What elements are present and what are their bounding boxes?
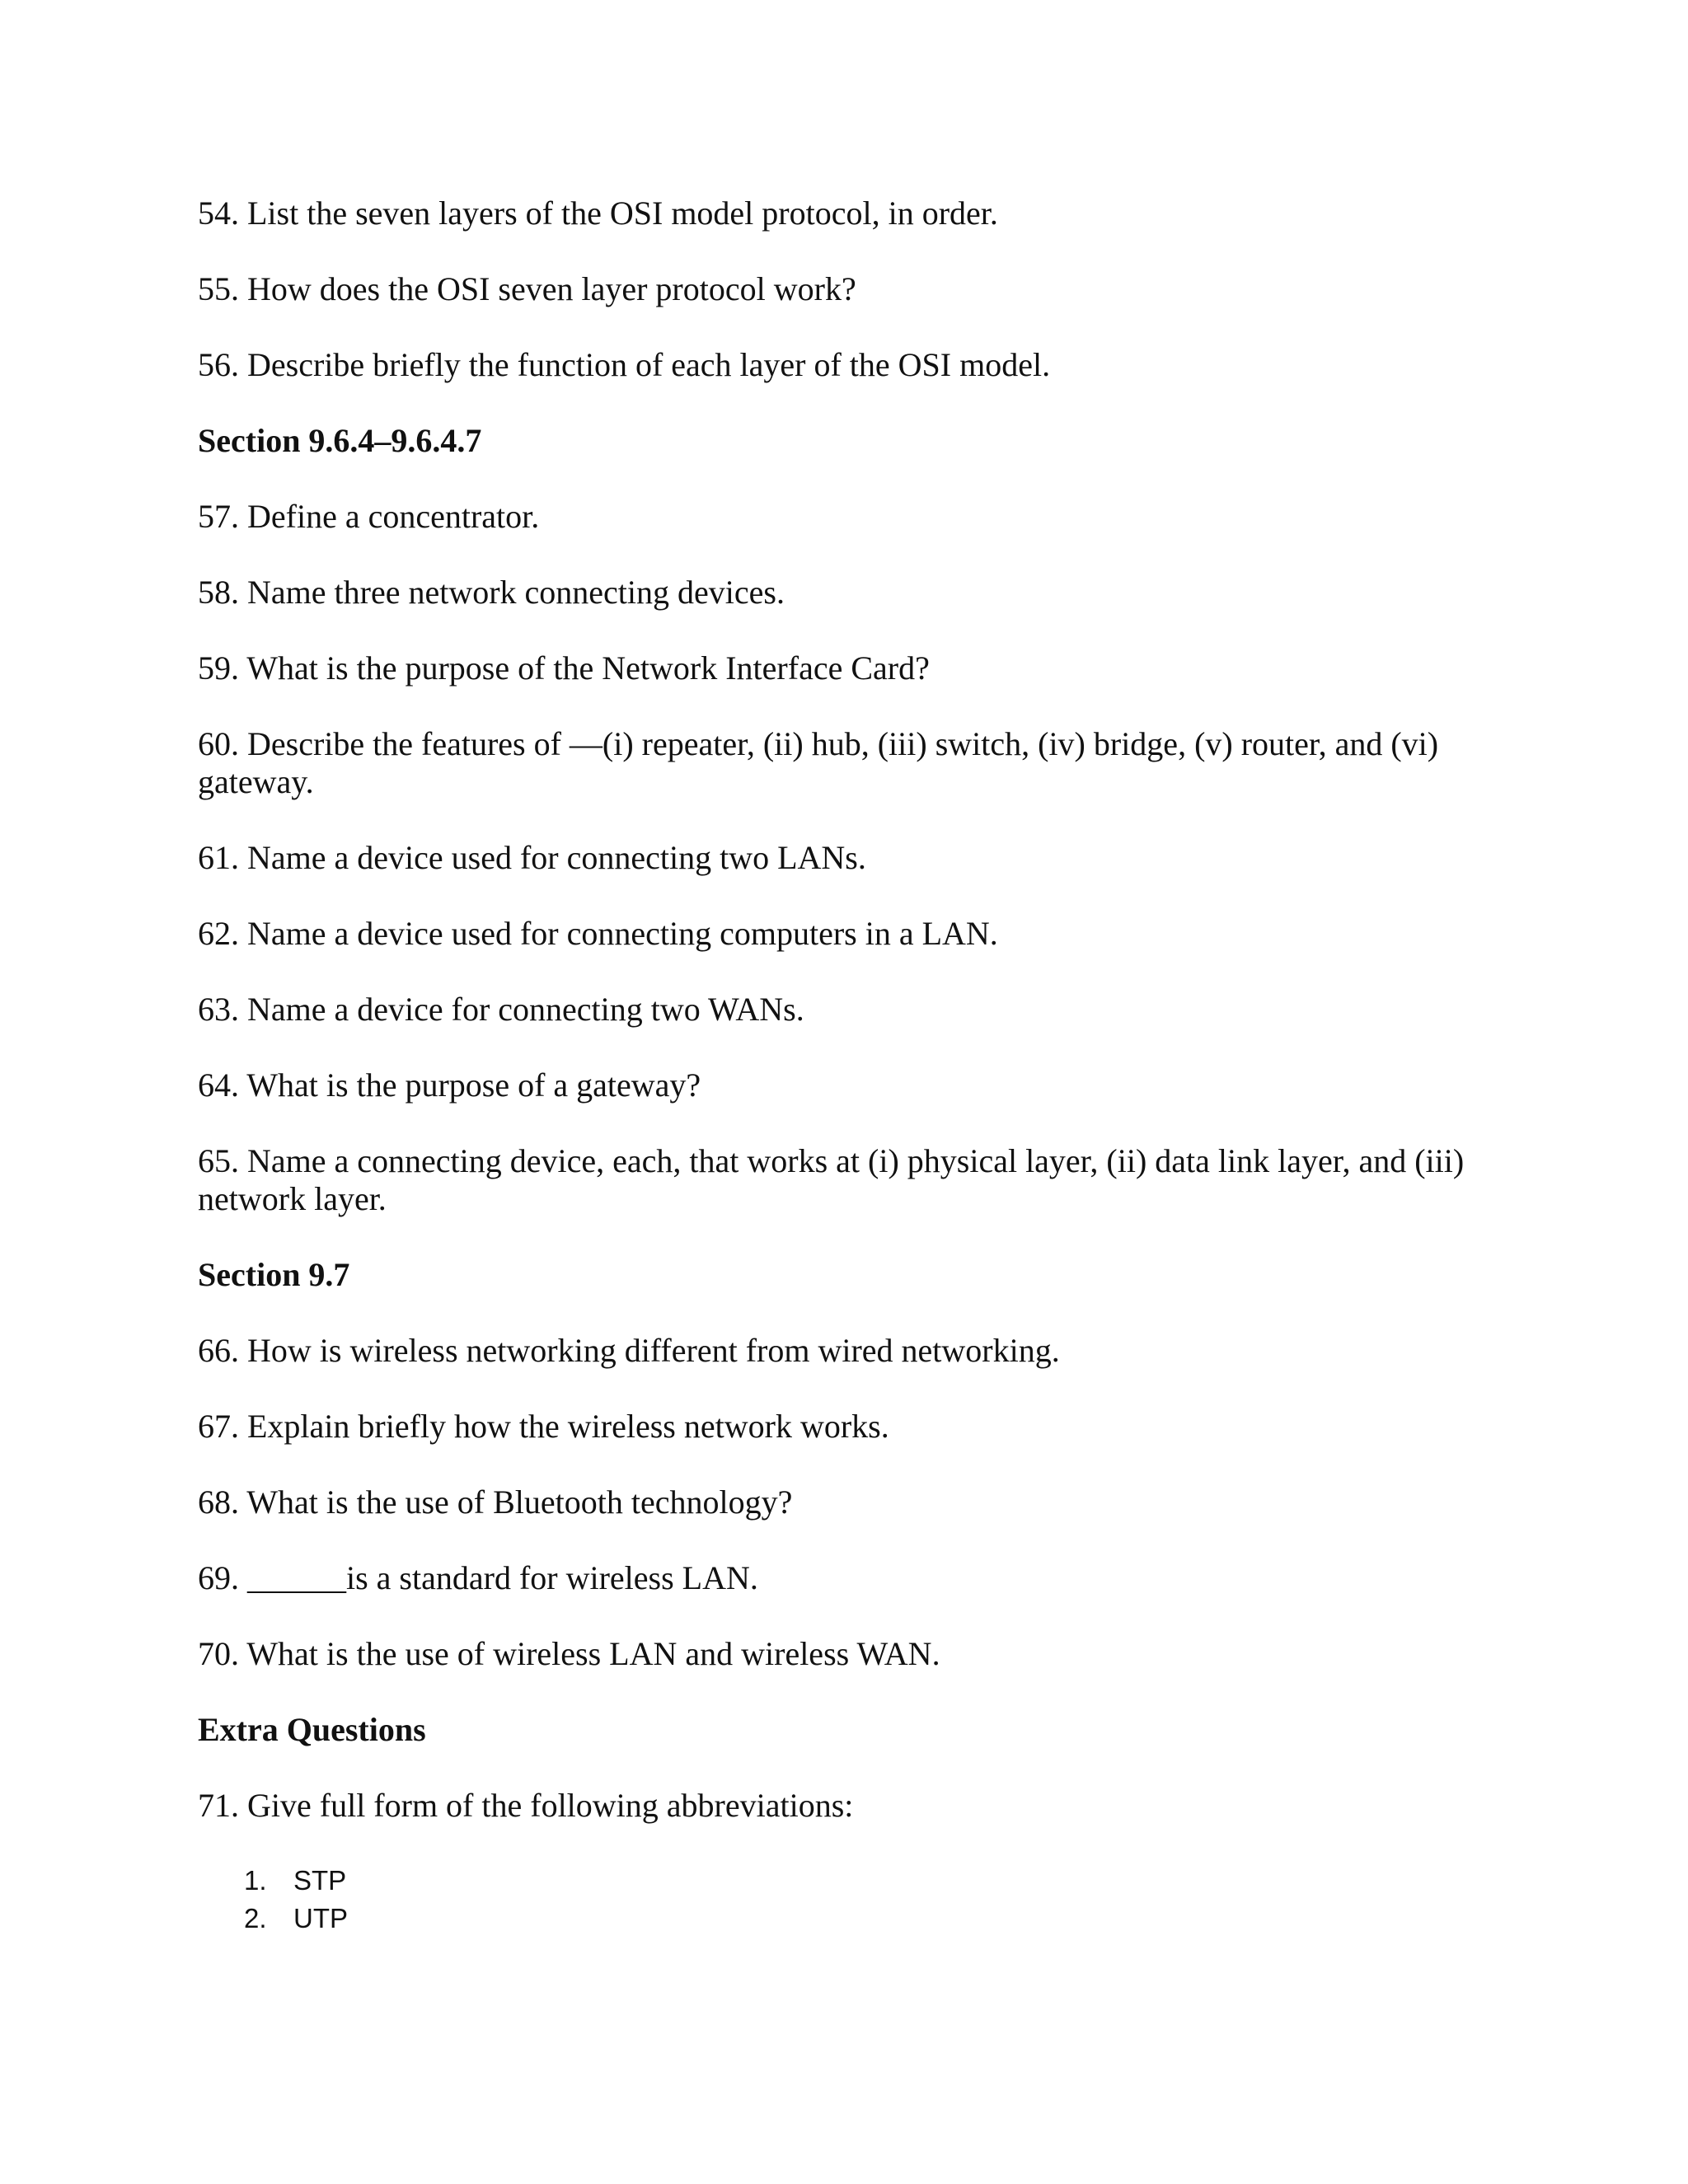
fill-in-blank: ______ — [247, 1559, 346, 1596]
list-item-number: 1. — [244, 1865, 267, 1896]
question-66: 66. How is wireless networking different from wired networking. — [198, 1332, 1060, 1369]
list-item-text: UTP — [293, 1903, 348, 1933]
question-70: 70. What is the use of wireless LAN and wireless WAN. — [198, 1635, 940, 1672]
question-65-line-1: 65. Name a connecting device, each, that works at (i) physical layer, (ii) data link layer, and (iii) — [198, 1142, 1465, 1179]
question-59: 59. What is the purpose of the Network Interface Card? — [198, 649, 930, 687]
question-54: 54. List the seven layers of the OSI model protocol, in order. — [198, 194, 998, 232]
question-62: 62. Name a device used for connecting computers in a LAN. — [198, 915, 998, 952]
question-67: 67. Explain briefly how the wireless network works. — [198, 1408, 889, 1445]
question-55: 55. How does the OSI seven layer protocol work? — [198, 270, 856, 307]
question-68: 68. What is the use of Bluetooth technology? — [198, 1483, 793, 1521]
question-57: 57. Define a concentrator. — [198, 498, 540, 535]
section-heading-9-7: Section 9.7 — [198, 1256, 350, 1293]
list-item-number: 2. — [244, 1903, 267, 1933]
section-heading-extra-questions: Extra Questions — [198, 1711, 426, 1748]
question-64: 64. What is the purpose of a gateway? — [198, 1066, 701, 1104]
question-65-line-2: network layer. — [198, 1180, 387, 1217]
question-60-line-1: 60. Describe the features of —(i) repeater, (ii) hub, (iii) switch, (iv) bridge, (v) router, and (vi) — [198, 725, 1439, 762]
question-69-number: 69. — [198, 1559, 247, 1596]
question-69 — [198, 1559, 758, 1597]
question-60-line-2: gateway. — [198, 763, 314, 800]
question-63: 63. Name a device for connecting two WANs. — [198, 991, 804, 1028]
list-item-utp — [244, 1902, 348, 1935]
list-item-stp — [244, 1864, 346, 1897]
list-item-text: STP — [293, 1865, 347, 1896]
question-56: 56. Describe briefly the function of each layer of the OSI model. — [198, 346, 1051, 383]
section-heading-9-6-4: Section 9.6.4–9.6.4.7 — [198, 422, 482, 459]
question-58: 58. Name three network connecting devices. — [198, 574, 785, 611]
question-61: 61. Name a device used for connecting two LANs. — [198, 839, 866, 876]
question-71: 71. Give full form of the following abbreviations: — [198, 1787, 854, 1824]
question-69-text: is a standard for wireless LAN. — [346, 1559, 758, 1596]
